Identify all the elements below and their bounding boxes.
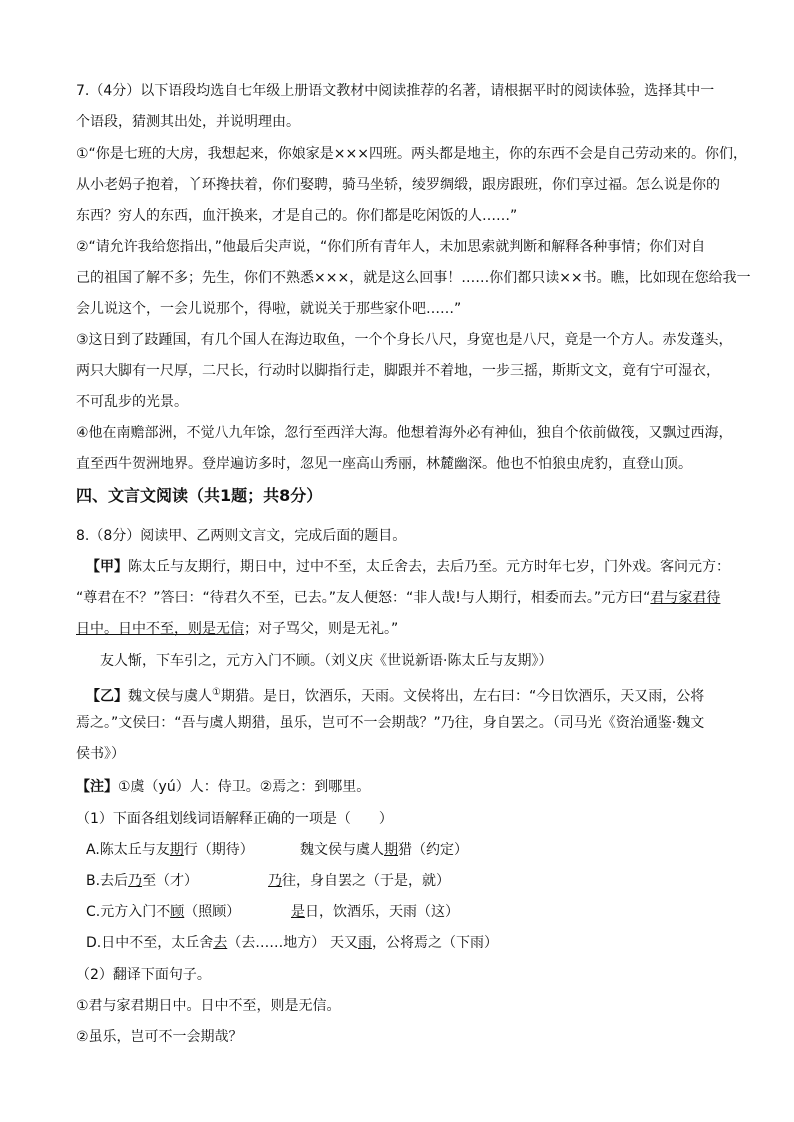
passage-4-line-2: 直至西牛贺洲地界。登岸遍访多时，忽见一座高山秀丽，林麓幽深。他也不怕狼虫虎豹，直登山顶。 xyxy=(76,456,692,472)
passage-1-line-2: 从小老妈子抱着，丫环搀扶着，你们娶聘，骑马坐轿，绫罗绸缎，跟房跟班，你们享过福。怎么说是你的 xyxy=(76,177,720,193)
option-b-text: B.去后 xyxy=(86,873,129,889)
passage-jia-line-1 xyxy=(76,552,730,583)
option-a-gloss: 行（期待） xyxy=(183,842,254,858)
option-c-gloss: （照顾） xyxy=(184,904,241,920)
passage-3-line-2: 两只大脚有一尺厚，二尺长，行动时以脚指行走，脚跟并不着地，一步三摇，斯斯文文，竟有宁可湿衣， xyxy=(76,363,720,379)
passage-yi xyxy=(76,677,726,770)
option-c-underlined-2: 是 xyxy=(291,904,305,920)
passage-1-line-3: 东西？穷人的东西，血汗换来，才是自己的。你们都是吃闲饭的人……” xyxy=(76,208,518,224)
passage-3 xyxy=(76,325,733,418)
option-c-gloss-2: 日，饮酒乐，天雨（这） xyxy=(305,904,459,920)
passage-jia-underline-2: 日中。日中不至，则是无信 xyxy=(76,621,244,637)
option-d-text: D.日中不至，太丘舍 xyxy=(86,935,214,951)
passage-jia-underline-1: 君与家君待 xyxy=(650,590,721,606)
passage-4 xyxy=(76,418,733,480)
option-d-left xyxy=(86,935,325,951)
option-a-underlined: 期 xyxy=(169,842,184,858)
option-d-gloss-2: ，公将焉之（下雨） xyxy=(372,935,498,951)
option-d-text-2: 天又 xyxy=(330,935,358,951)
option-d-gloss: （去……地方） xyxy=(227,935,326,951)
annotation xyxy=(76,772,726,803)
option-a-gloss-2: 猎（约定） xyxy=(398,842,468,858)
passage-jia-line-4: 友人惭，下车引之，元方入门不顾。（刘义庆《世说新语·陈太丘与友期》） xyxy=(100,653,553,669)
translate-sentences xyxy=(76,991,726,1053)
option-c-left xyxy=(86,904,240,920)
footnote-marker: ① xyxy=(212,687,221,698)
option-b-gloss: 至（才） xyxy=(142,873,199,889)
passage-jia-line-3 xyxy=(76,614,726,645)
passage-jia-ending xyxy=(76,646,726,677)
passage-2-line-2: 己的祖国了解不多；先生，你们不熟悉×××，就是这么回事！……你们都只读××书。瞧，比如现在您给我一 xyxy=(76,270,751,286)
option-d[interactable] xyxy=(76,928,726,959)
translate-sentence-2: ②虽乐，岂可不一会期哉？ xyxy=(76,1029,243,1045)
annotation-text: ①虞（yú）人：侍卫。②焉之：到哪里。 xyxy=(118,779,371,795)
section-4-heading: 四、文言文阅读（共1题；共8分） xyxy=(76,486,323,505)
passage-jia xyxy=(76,552,730,645)
passage-1-line-1: ①“你是七班的大房，我想起来，你娘家是×××四班。两头都是地主，你的东西不会是自己劳动来的。你们， xyxy=(76,146,747,162)
passage-yi-line-1 xyxy=(76,677,726,708)
passage-yi-line-3: 侯书》） xyxy=(76,746,125,762)
passage-4-line-1: ④他在南赡部洲，不觉八九年馀，忽行至西洋大海。他想着海外必有神仙，独自个依前做筏，又飘过西海， xyxy=(76,425,733,441)
passage-2 xyxy=(76,232,751,325)
option-b-gloss-2: 往，身自罢之（于是，就） xyxy=(282,873,450,889)
passage-yi-tag: 【乙】 xyxy=(86,688,128,705)
option-c-text: C.元方入门不 xyxy=(86,904,171,920)
option-a-right xyxy=(300,835,468,866)
option-a-text-2: 魏文侯与虞人 xyxy=(300,842,384,858)
option-b-underlined: 乃 xyxy=(128,873,143,889)
passage-jia-text-2: “尊君在不？”答曰：“待君久不至，已去。”友人便怒：“非人哉!与人期行，相委而去。”元方曰“ xyxy=(76,590,651,606)
question-8-intro: 8.（8分）阅读甲、乙两则文言文，完成后面的题目。 xyxy=(76,528,407,544)
passage-jia-text-1: 陈太丘与友期行，期日中，过中不至，太丘舍去，去后乃至。元方时年七岁，门外戏。客问元方： xyxy=(128,559,730,575)
option-a[interactable] xyxy=(76,835,726,866)
option-d-underlined-2: 雨 xyxy=(358,935,372,951)
passage-yi-text-1b: 期猎。是日，饮酒乐，天雨。文侯将出，左右曰：“今日饮酒乐，天又雨，公将 xyxy=(220,688,705,705)
passage-yi-text-1a: 魏文侯与虞人 xyxy=(128,688,212,705)
option-a-underlined-2: 期 xyxy=(384,842,398,858)
annotation-tag: 【注】 xyxy=(76,779,118,795)
passage-yi-line-2: 焉之。”文侯曰：“吾与虞人期猎，虽乐，岂可不一会期哉？”乃往，身自罢之。（司马光《资治通鉴·魏文 xyxy=(76,715,705,731)
option-b-underlined-2: 乃 xyxy=(268,873,282,889)
option-b-left xyxy=(86,873,198,889)
option-d-underlined: 去 xyxy=(213,935,228,951)
option-b[interactable] xyxy=(76,866,726,897)
passage-2-line-1: ②“请允许我给您指出，”他最后尖声说，“你们所有青年人，未加思索就判断和解释各种事情；你们对自 xyxy=(76,239,706,255)
option-b-right xyxy=(268,866,450,897)
sub-question-1: （1）下面各组划线词语解释正确的一项是（ ） xyxy=(76,811,393,827)
passage-jia-tag: 【甲】 xyxy=(86,559,128,575)
passage-3-line-1: ③这日到了跂踵国，有几个国人在海边取鱼，一个个身长八尺，身宽也是八尺，竟是一个方人。赤发蓬头， xyxy=(76,332,733,348)
passage-3-line-3: 不可乱步的光景。 xyxy=(76,394,188,410)
option-d-right xyxy=(330,928,498,959)
option-c-underlined: 顾 xyxy=(170,904,185,920)
passage-2-line-3: 会儿说这个，一会儿说那个，得啦，就说关于那些家仆吧……” xyxy=(76,301,462,317)
passage-1 xyxy=(76,139,747,232)
annotation-line xyxy=(76,772,726,803)
option-a-text: A.陈太丘与友 xyxy=(86,842,170,858)
question-7-line-1: 7.（4分）以下语段均选自七年级上册语文教材中阅读推荐的名著，请根据平时的阅读体验，选择其中一 xyxy=(76,83,715,99)
passage-jia-line-2 xyxy=(76,583,726,614)
translate-sentence-1: ①君与家君期日中。日中不至，则是无信。 xyxy=(76,998,341,1014)
option-c-right xyxy=(291,897,459,928)
sub-question-2: （2）翻译下面句子。 xyxy=(76,967,211,983)
option-c[interactable] xyxy=(76,897,726,928)
question-7-line-2: 个语段，猜测其出处，并说明理由。 xyxy=(76,114,300,130)
option-a-left xyxy=(86,842,254,858)
question-7 xyxy=(76,76,726,138)
options-list xyxy=(76,835,726,959)
passage-jia-text-3: ；对子骂父，则是无礼。” xyxy=(244,621,399,637)
